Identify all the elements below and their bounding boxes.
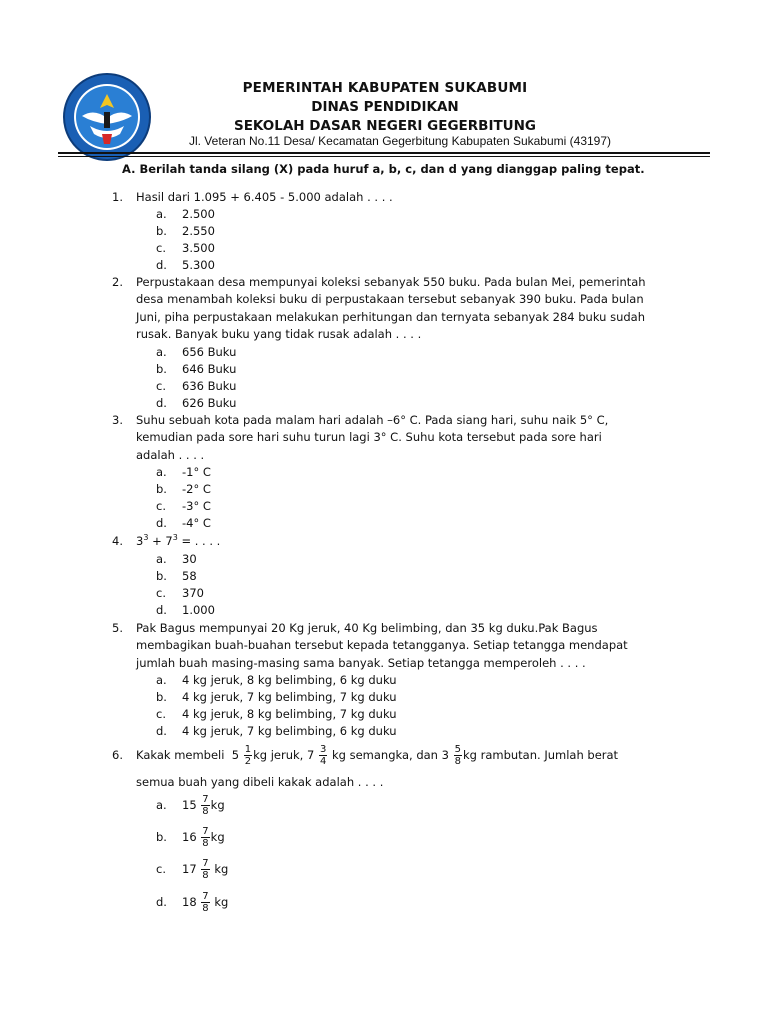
option-letter: c. (156, 862, 166, 876)
question-number: 5. (112, 621, 123, 635)
option-letter: d. (156, 895, 167, 909)
option-text: 1.000 (182, 603, 215, 617)
option-6c[interactable] (156, 858, 228, 881)
option-text: 4 kg jeruk, 7 kg belimbing, 6 kg duku (182, 724, 397, 738)
denominator: 2 (244, 756, 252, 767)
option-text: 5.300 (182, 258, 215, 272)
letterhead (150, 80, 620, 137)
numerator: 7 (202, 891, 209, 902)
option-5a[interactable] (156, 672, 397, 689)
question-number: 2. (112, 275, 123, 289)
option-text: 2.500 (182, 207, 215, 221)
fraction (244, 744, 252, 767)
option-text: -1° C (182, 465, 211, 479)
option-3c[interactable] (156, 498, 211, 515)
question-line: Suhu sebuah kota pada malam hari adalah –6° C. Pada siang hari, suhu naik 5° C, (136, 413, 609, 427)
header-divider-thin (58, 156, 710, 157)
option-whole: 15 (182, 798, 201, 812)
option-text: -4° C (182, 516, 211, 530)
option-3b[interactable] (156, 481, 211, 498)
question-text (136, 412, 676, 464)
question-number: 3. (112, 413, 123, 427)
option-letter: c. (156, 241, 166, 255)
base: 3 (136, 534, 144, 548)
option-unit: kg (210, 830, 225, 844)
option-letter: a. (156, 345, 167, 359)
option-letter: d. (156, 724, 167, 738)
denominator: 8 (202, 806, 209, 817)
option-letter: a. (156, 798, 167, 812)
denominator: 4 (319, 756, 327, 767)
question-line: desa menambah koleksi buku di perpustakaan tersebut sebanyak 390 buku. Pada bulan (136, 292, 644, 307)
numerator: 1 (244, 744, 252, 755)
question-number: 6. (112, 748, 123, 762)
option-letter: b. (156, 690, 167, 704)
fraction (319, 744, 327, 767)
question-line: membagikan buah-buahan tersebut kepada tetangganya. Setiap tetangga mendapat (136, 638, 628, 653)
question-number: 1. (112, 190, 123, 204)
option-letter: b. (156, 482, 167, 496)
option-5b[interactable] (156, 689, 397, 706)
option-letter: c. (156, 499, 166, 513)
question-line: rusak. Banyak buku yang tidak rusak adalah . . . . (136, 326, 422, 341)
option-letter: d. (156, 516, 167, 530)
letterhead-line-2: DINAS PENDIDIKAN (311, 99, 459, 115)
option-2c[interactable] (156, 378, 236, 395)
header-divider (58, 152, 710, 154)
option-letter: a. (156, 465, 167, 479)
option-unit: kg (210, 798, 225, 812)
question-text-part: kg semangka, dan 3 (328, 748, 453, 762)
fraction (454, 744, 462, 767)
question-text: semua buah yang dibeli kakak adalah . . . . (136, 775, 384, 789)
option-text: 58 (182, 569, 197, 583)
option-text: 626 Buku (182, 396, 237, 410)
option-text: -3° C (182, 499, 211, 513)
question-text-part: kg rambutan. Jumlah berat (462, 748, 619, 762)
option-2d[interactable] (156, 395, 236, 412)
option-letter: d. (156, 396, 167, 410)
option-letter: d. (156, 258, 167, 272)
option-4a[interactable] (156, 551, 197, 568)
numerator: 5 (454, 744, 461, 755)
option-text: 656 Buku (182, 345, 237, 359)
denominator: 8 (202, 838, 209, 849)
option-letter: a. (156, 552, 167, 566)
school-address: Jl. Veteran No.11 Desa/ Kecamatan Gegerbitung Kabupaten Sukabumi (43197) (188, 134, 612, 148)
option-5c[interactable] (156, 706, 397, 723)
option-3a[interactable] (156, 464, 211, 481)
option-letter: a. (156, 207, 167, 221)
option-text: 3.500 (182, 241, 215, 255)
numerator: 3 (319, 744, 327, 755)
numerator: 7 (202, 826, 209, 837)
option-text: 4 kg jeruk, 7 kg belimbing, 7 kg duku (182, 690, 397, 704)
question-text (136, 533, 676, 550)
option-text: -2° C (182, 482, 211, 496)
question-text (136, 620, 676, 672)
option-letter: c. (156, 379, 166, 393)
base: 7 (165, 534, 173, 548)
denominator: 8 (202, 903, 209, 914)
question-text: Hasil dari 1.095 + 6.405 - 5.000 adalah . . . . (136, 190, 393, 204)
denominator: 8 (454, 756, 461, 767)
question-text-part: Kakak membeli 5 (136, 748, 243, 762)
question-tail: = . . . . (177, 534, 221, 548)
option-3d[interactable] (156, 515, 211, 532)
option-text: 370 (182, 586, 204, 600)
letterhead-line-1: PEMERINTAH KABUPATEN SUKABUMI (242, 80, 528, 96)
option-letter: a. (156, 673, 167, 687)
question-text (136, 274, 676, 343)
instruction: A. Berilah tanda silang (X) pada huruf a, b, c, dan d yang dianggap paling tepat. (122, 162, 645, 176)
letterhead-line-3: SEKOLAH DASAR NEGERI GEGERBITUNG (233, 118, 537, 134)
option-4c[interactable] (156, 585, 204, 602)
option-6a[interactable] (156, 794, 225, 817)
option-6d[interactable] (156, 891, 228, 914)
fraction (201, 891, 209, 914)
option-1a[interactable] (156, 206, 215, 223)
question-line: Juni, piha perpustakaan melakukan perhitungan dan ternyata sebanyak 284 buku sudah (136, 309, 646, 324)
option-4b[interactable] (156, 568, 197, 585)
option-1b[interactable] (156, 223, 215, 240)
option-text: 646 Buku (182, 362, 237, 376)
option-1d[interactable] (156, 257, 215, 274)
option-unit: kg (210, 895, 229, 909)
option-6b[interactable] (156, 826, 225, 849)
option-letter: b. (156, 569, 167, 583)
question-text-part: kg jeruk, 7 (253, 748, 318, 762)
question-line: jumlah buah masing-masing sama banyak. Setiap tetangga memperoleh . . . . (136, 655, 586, 670)
option-letter: b. (156, 224, 167, 238)
denominator: 8 (202, 870, 209, 881)
question-line: kemudian pada sore hari suhu turun lagi 3° C. Suhu kota tersebut pada sore hari (136, 430, 602, 445)
option-whole: 18 (182, 895, 201, 909)
option-whole: 16 (182, 830, 201, 844)
option-5d[interactable] (156, 723, 397, 740)
option-letter: b. (156, 830, 167, 844)
question-line: adalah . . . . (136, 447, 205, 462)
option-whole: 17 (182, 862, 201, 876)
question-line: Perpustakaan desa mempunyai koleksi sebanyak 550 buku. Pada bulan Mei, pemerintah (136, 275, 646, 289)
option-text: 4 kg jeruk, 8 kg belimbing, 7 kg duku (182, 707, 397, 721)
fraction (201, 826, 209, 849)
option-1c[interactable] (156, 240, 215, 257)
tut-wuri-handayani-logo-icon (62, 72, 152, 162)
option-text: 636 Buku (182, 379, 237, 393)
question-number: 4. (112, 534, 123, 548)
fraction (201, 794, 209, 817)
exponent: 3 (143, 533, 149, 542)
option-unit: kg (210, 862, 229, 876)
option-text: 4 kg jeruk, 8 kg belimbing, 6 kg duku (182, 673, 397, 687)
fraction (201, 858, 209, 881)
question-text (136, 744, 676, 767)
option-letter: b. (156, 362, 167, 376)
option-text: 30 (182, 552, 197, 566)
option-2a[interactable] (156, 344, 236, 361)
exponent: 3 (172, 533, 178, 542)
option-2b[interactable] (156, 361, 236, 378)
numerator: 7 (202, 858, 209, 869)
option-letter: d. (156, 603, 167, 617)
option-letter: c. (156, 586, 166, 600)
option-letter: c. (156, 707, 166, 721)
option-text: 2.550 (182, 224, 215, 238)
operator: + (148, 534, 166, 548)
option-4d[interactable] (156, 602, 215, 619)
numerator: 7 (202, 794, 209, 805)
question-line: Pak Bagus mempunyai 20 Kg jeruk, 40 Kg belimbing, dan 35 kg duku.Pak Bagus (136, 621, 598, 635)
